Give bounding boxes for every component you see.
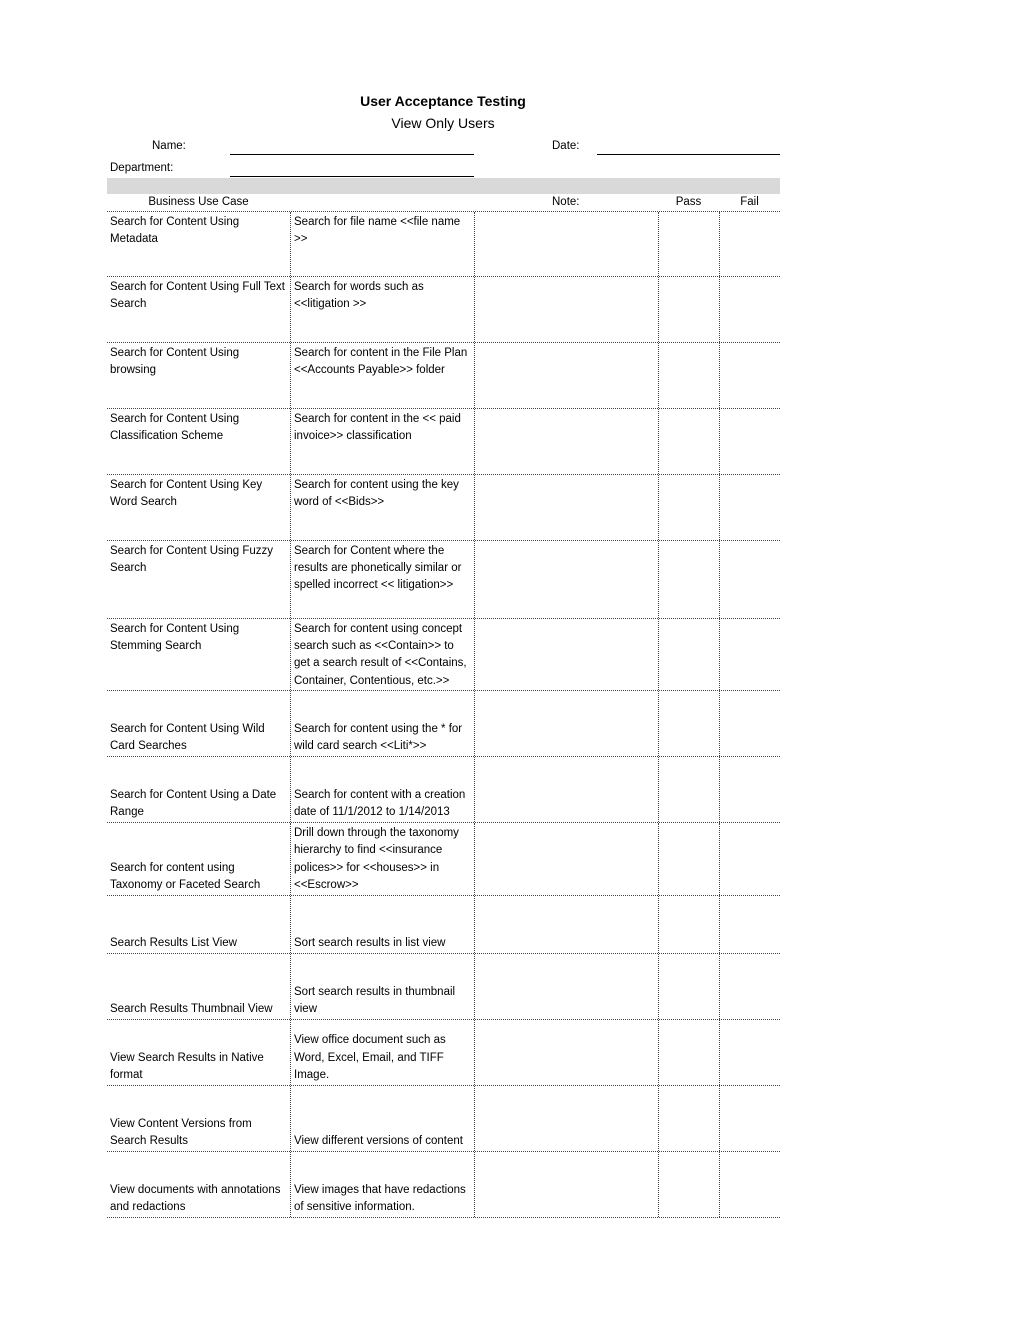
- pass-cell[interactable]: [658, 212, 719, 276]
- pass-cell[interactable]: [658, 691, 719, 756]
- note-cell[interactable]: [474, 954, 658, 1019]
- fail-cell[interactable]: [719, 1086, 780, 1151]
- column-header-note: Note:: [552, 196, 580, 208]
- use-case-cell: [107, 691, 290, 756]
- note-cell[interactable]: [474, 1020, 658, 1085]
- table-row: [107, 277, 780, 343]
- description-cell: [290, 691, 474, 756]
- description-text: Search for content in the File Plan <<Accounts Payable>> folder: [294, 347, 468, 377]
- fail-cell[interactable]: [719, 896, 780, 953]
- use-case-text: Search for Content Using browsing: [110, 347, 240, 377]
- date-field[interactable]: [597, 154, 780, 155]
- test-case-table: [107, 211, 780, 1218]
- description-text: Search for content in the << paid invoice>> classification: [294, 413, 461, 443]
- pass-cell[interactable]: [658, 475, 719, 540]
- use-case-text: Search for Content Using Wild Card Searches: [110, 722, 265, 752]
- description-cell: [290, 619, 474, 690]
- column-header-fail: Fail: [740, 196, 759, 208]
- table-row: [107, 211, 780, 277]
- fail-cell[interactable]: [719, 212, 780, 276]
- description-cell: [290, 343, 474, 408]
- pass-cell[interactable]: [658, 1086, 719, 1151]
- use-case-cell: [107, 1020, 290, 1085]
- description-text: Drill down through the taxonomy hierarchy to find <<insurance polices>> for <<houses>> in <<Escrow>>: [294, 827, 459, 891]
- description-cell: [290, 277, 474, 342]
- note-cell[interactable]: [474, 475, 658, 540]
- use-case-cell: [107, 1086, 290, 1151]
- description-text: Search for content with a creation date of 11/1/2012 to 1/14/2013: [294, 788, 466, 818]
- name-field[interactable]: [230, 154, 474, 155]
- table-row: [107, 1020, 780, 1086]
- use-case-cell: [107, 541, 290, 618]
- note-cell[interactable]: [474, 1152, 658, 1217]
- pass-cell[interactable]: [658, 757, 719, 822]
- use-case-text: Search for Content Using Classification Scheme: [110, 413, 240, 443]
- note-cell[interactable]: [474, 212, 658, 276]
- description-text: View different versions of content: [294, 1134, 463, 1147]
- note-cell[interactable]: [474, 409, 658, 474]
- description-cell: [290, 212, 474, 276]
- page-subtitle: View Only Users: [391, 115, 495, 131]
- table-row: [107, 475, 780, 541]
- table-row: [107, 823, 780, 896]
- description-text: View images that have redactions of sensitive information.: [294, 1183, 466, 1213]
- fail-cell[interactable]: [719, 757, 780, 822]
- description-text: Search for Content where the results are phonetically similar or spelled incorrect << litigation>>: [294, 545, 462, 592]
- use-case-text: Search for Content Using Fuzzy Search: [110, 545, 273, 575]
- use-case-text: Search for Content Using Stemming Search: [110, 623, 240, 653]
- pass-cell[interactable]: [658, 954, 719, 1019]
- use-case-cell: [107, 954, 290, 1019]
- note-cell[interactable]: [474, 1086, 658, 1151]
- column-header-pass: Pass: [675, 196, 702, 208]
- note-cell[interactable]: [474, 343, 658, 408]
- description-text: View office document such as Word, Excel, Email, and TIFF Image.: [294, 1034, 446, 1081]
- page-title: User Acceptance Testing: [360, 93, 526, 109]
- pass-cell[interactable]: [658, 541, 719, 618]
- fail-cell[interactable]: [719, 1020, 780, 1085]
- use-case-cell: [107, 1152, 290, 1217]
- use-case-text: Search Results Thumbnail View: [110, 1002, 273, 1015]
- fail-cell[interactable]: [719, 823, 780, 895]
- table-row: [107, 896, 780, 954]
- description-cell: [290, 954, 474, 1019]
- use-case-text: View Search Results in Native format: [110, 1051, 264, 1081]
- use-case-text: Search for Content Using Full Text Search: [110, 281, 285, 311]
- department-field[interactable]: [230, 176, 474, 177]
- note-cell[interactable]: [474, 277, 658, 342]
- description-text: Search for content using the * for wild card search <<Liti*>>: [294, 722, 463, 752]
- description-cell: [290, 541, 474, 618]
- department-label: Department:: [110, 162, 174, 174]
- use-case-text: Search for Content Using Metadata: [110, 216, 240, 246]
- date-label: Date:: [552, 140, 580, 152]
- fail-cell[interactable]: [719, 343, 780, 408]
- use-case-cell: [107, 619, 290, 690]
- table-row: [107, 954, 780, 1020]
- description-cell: [290, 896, 474, 953]
- use-case-cell: [107, 409, 290, 474]
- pass-cell[interactable]: [658, 343, 719, 408]
- use-case-cell: [107, 277, 290, 342]
- use-case-cell: [107, 896, 290, 953]
- note-cell[interactable]: [474, 757, 658, 822]
- note-cell[interactable]: [474, 823, 658, 895]
- use-case-cell: [107, 823, 290, 895]
- table-row: [107, 1086, 780, 1152]
- note-cell[interactable]: [474, 691, 658, 756]
- name-label: Name:: [152, 140, 186, 152]
- use-case-text: Search for content using Taxonomy or Faceted Search: [110, 861, 261, 891]
- pass-cell[interactable]: [658, 409, 719, 474]
- description-text: Sort search results in list view: [294, 936, 446, 949]
- description-cell: [290, 475, 474, 540]
- use-case-cell: [107, 757, 290, 822]
- fail-cell[interactable]: [719, 691, 780, 756]
- use-case-text: View Content Versions from Search Results: [110, 1117, 252, 1147]
- use-case-text: View documents with annotations and redactions: [110, 1183, 281, 1213]
- pass-cell[interactable]: [658, 619, 719, 690]
- description-text: Search for words such as <<litigation >>: [294, 281, 424, 311]
- note-cell[interactable]: [474, 541, 658, 618]
- table-row: [107, 619, 780, 691]
- description-cell: [290, 757, 474, 822]
- table-row: [107, 409, 780, 475]
- description-cell: [290, 1152, 474, 1217]
- fail-cell[interactable]: [719, 1152, 780, 1217]
- description-cell: [290, 409, 474, 474]
- fail-cell[interactable]: [719, 409, 780, 474]
- use-case-cell: [107, 343, 290, 408]
- note-cell[interactable]: [474, 896, 658, 953]
- description-text: Sort search results in thumbnail view: [294, 985, 456, 1015]
- pass-cell[interactable]: [658, 1152, 719, 1217]
- use-case-cell: [107, 475, 290, 540]
- description-text: Search for content using the key word of <<Bids>>: [294, 479, 459, 509]
- fail-cell[interactable]: [719, 954, 780, 1019]
- description-cell: [290, 1086, 474, 1151]
- fail-cell[interactable]: [719, 541, 780, 618]
- use-case-text: Search for Content Using a Date Range: [110, 788, 277, 818]
- fail-cell[interactable]: [719, 277, 780, 342]
- table-row: [107, 757, 780, 823]
- header-band: [107, 178, 780, 194]
- description-text: Search for content using concept search such as <<Contain>> to get a search result of <<Contains, Container, Contentious, etc.>>: [294, 623, 467, 687]
- pass-cell[interactable]: [658, 277, 719, 342]
- description-cell: [290, 823, 474, 895]
- description-text: Search for file name <<file name >>: [294, 216, 461, 246]
- column-header-business-use-case: Business Use Case: [148, 196, 249, 208]
- description-cell: [290, 1020, 474, 1085]
- pass-cell[interactable]: [658, 823, 719, 895]
- use-case-cell: [107, 212, 290, 276]
- pass-cell[interactable]: [658, 1020, 719, 1085]
- pass-cell[interactable]: [658, 896, 719, 953]
- table-row: [107, 541, 780, 619]
- note-cell[interactable]: [474, 619, 658, 690]
- fail-cell[interactable]: [719, 475, 780, 540]
- table-row: [107, 1152, 780, 1218]
- fail-cell[interactable]: [719, 619, 780, 690]
- table-row: [107, 691, 780, 757]
- table-row: [107, 343, 780, 409]
- use-case-text: Search Results List View: [110, 936, 237, 949]
- use-case-text: Search for Content Using Key Word Search: [110, 479, 263, 509]
